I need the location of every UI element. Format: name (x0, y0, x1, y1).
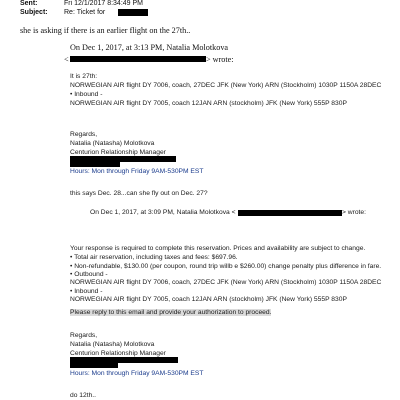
quote1-wrote: > wrote: (206, 55, 234, 64)
redacted-signature-2b (70, 363, 118, 368)
quote2-name: Natalia (Natasha) Molotkova (70, 341, 155, 348)
quote2-title: Centurion Relationship Manager (70, 350, 166, 357)
subject-value: Re: Ticket for (64, 9, 106, 16)
redacted-subject-name (118, 9, 148, 16)
sent-value: Fri 12/1/2017 8:34:49 PM (64, 0, 143, 7)
quote1-intro: On Dec 1, 2017, at 3:13 PM, Natalia Molotkova (70, 43, 229, 52)
quote1-hours: Hours: Mon through Friday 9AM-530PM EST (70, 168, 204, 175)
quote2-reply-note: Please reply to this email and provide your authorization to proceed. (70, 309, 272, 316)
quote1-inbound-label: • Inbound - (70, 91, 103, 98)
mid-reply: this says Dec. 28...can she fly out on Dec. 27? (70, 190, 208, 197)
quote2-outbound-label: • Outbound - (70, 271, 108, 278)
quote2-bullet-total: • Total air reservation, including taxes and fees: $697.96. (70, 254, 238, 261)
redacted-email-1 (70, 56, 206, 62)
redacted-email-2 (238, 210, 342, 216)
top-reply: she is asking if there is an earlier flight on the 27th.. (20, 26, 191, 35)
quote1-regards: Regards, (70, 131, 98, 138)
quote2-flight-out: NORWEGIAN AIR flight DY 7006, coach, 27DEC JFK (New York) ARN (Stockholm) 1030P 1150A 28DEC (70, 279, 382, 286)
quote1-title: Centurion Relationship Manager (70, 149, 166, 156)
quote2-intro: On Dec 1, 2017, at 3:09 PM, Natalia Molotkova < (90, 209, 236, 216)
quote2-line1: Your response is required to complete this reservation. Prices and availability are subject to change. (70, 245, 366, 252)
quote2-inbound-label: • Inbound - (70, 288, 103, 295)
quote1-body: It is 27th: (70, 73, 98, 80)
quote1-flight-out: NORWEGIAN AIR flight DY 7006, coach, 27DEC JFK (New York) ARN (Stockholm) 1030P 1150A 28DEC (70, 82, 382, 89)
quote2-flight-in: NORWEGIAN AIR flight DY 7005, coach 12JAN ARN (stockholm) JFK (New York) 555P 830P (70, 296, 347, 303)
subject-label: Subject: (20, 9, 48, 16)
quote2-hours: Hours: Mon through Friday 9AM-530PM EST (70, 370, 204, 377)
quote2-bullet-refund: • Non-refundable, $130.00 (per coupon, round trip willb e $260.00) change penalty plus difference in fare. (70, 263, 382, 270)
quote2-regards: Regards, (70, 332, 98, 339)
quote1-lt: < (64, 55, 69, 64)
quote1-name: Natalia (Natasha) Molotkova (70, 140, 155, 147)
sent-label: Sent: (20, 0, 38, 7)
bottom-reply: do 12th.. (70, 392, 97, 399)
quote1-flight-in: NORWEGIAN AIR flight DY 7005, coach 12JAN ARN (stockholm) JFK (New York) 555P 830P (70, 100, 347, 107)
quote2-wrote: > wrote: (342, 209, 366, 216)
redacted-signature-1b (70, 162, 120, 167)
